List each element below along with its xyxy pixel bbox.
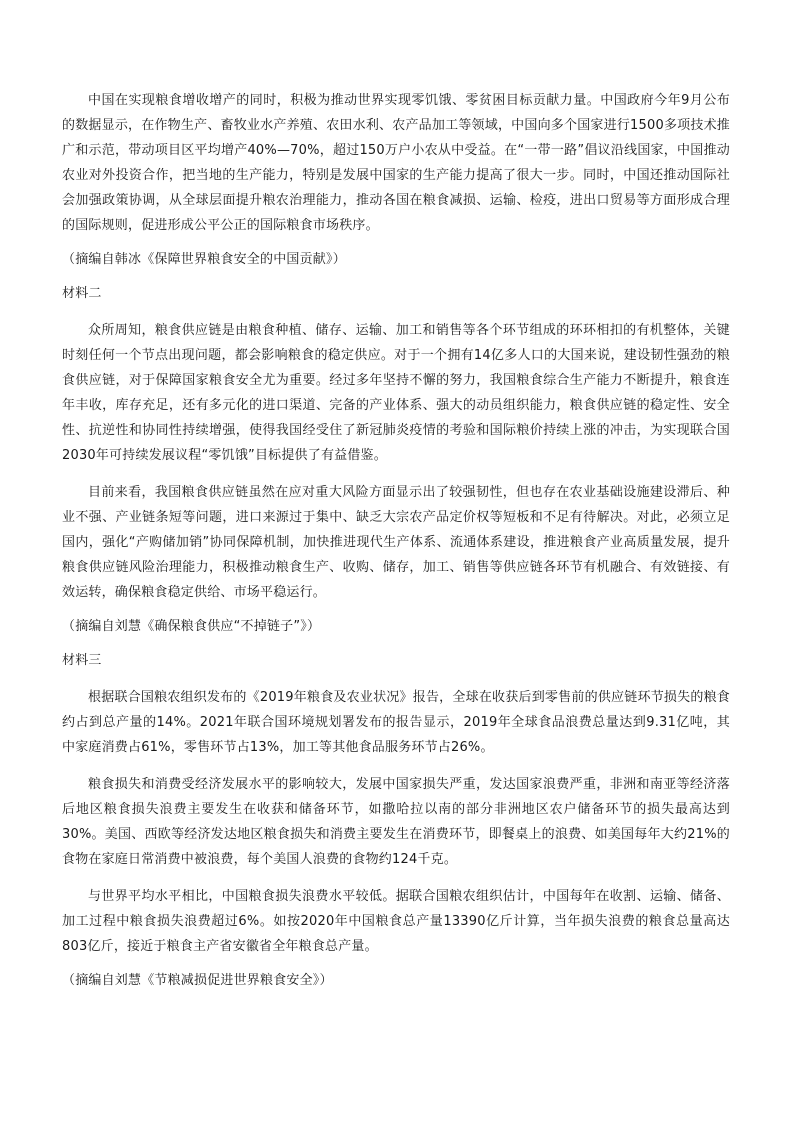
material3-paragraph-2: 粮食损失和消费受经济发展水平的影响较大，发展中国家损失严重，发达国家浪费严重，非洲和南亚等经济落后地区粮食损失浪费主要发生在收获和储备环节，如撒哈拉以南的部分非洲地区农户储备环节的损失最高达到30%。美国、西欧等经济发达地区粮食损失和消费主要发生在消费环节，即餐桌上的浪费、如美国每年大约21%的食物在家庭日常消费中被浪费，每个美国人浪费的食物约124千克。 xyxy=(62,777,730,867)
article-body xyxy=(62,88,730,991)
material3-paragraph-1: 根据联合国粮农组织发布的《2019年粮食及农业状况》报告，全球在收获后到零售前的供应链环节损失的粮食约占到总产量的14%。2021年联合国环境规划署发布的报告显示，2019年全球食品浪费总量达到9.31亿吨，其中家庭消费占61%，零售环节占13%，加工等其他食品服务环节占26%。 xyxy=(62,690,730,755)
material2-heading: 材料二 xyxy=(62,286,102,301)
material2-source: （摘编自刘慧《确保粮食供应“不掉链子”》） xyxy=(62,619,321,634)
material2-paragraph-2: 目前来看，我国粮食供应链虽然在应对重大风险方面显示出了较强韧性，但也存在农业基础设施建设滞后、种业不强、产业链条短等问题，进口来源过于集中、缺乏大宗农产品定价权等短板和不足有待解决。对此，必须立足国内，强化“产购储加销”协同保障机制，加快推进现代生产体系、流通体系建设，推进粮食产业高质量发展，提升粮食供应链风险治理能力，积极推动粮食生产、收购、储存，加工、销售等供应链各环节有机融合、有效链接、有效运转，确保粮食稳定供给、市场平稳运行。 xyxy=(62,485,730,600)
material2-paragraph-1: 众所周知，粮食供应链是由粮食种植、储存、运输、加工和销售等各个环节组成的环环相扣的有机整体，关键时刻任何一个节点出现问题，都会影响粮食的稳定供应。对于一个拥有14亿多人口的大国来说，建设韧性强劲的粮食供应链，对于保障国家粮食安全尤为重要。经过多年坚持不懈的努力，我国粮食综合生产能力不断提升，粮食连年丰收，库存充足，还有多元化的进口渠道、完备的产业体系、强大的动员组织能力，粮食供应链的稳定性、安全性、抗逆性和协同性持续增强，使得我国经受住了新冠肺炎疫情的考验和国际粮价持续上涨的冲击，为实现联合国2030年可持续发展议程“零饥饿”目标提供了有益借鉴。 xyxy=(62,323,730,463)
material3-heading: 材料三 xyxy=(62,653,102,668)
material1-source: （摘编自韩冰《保障世界粮食安全的中国贡献》） xyxy=(62,252,346,267)
material3-source: （摘编自刘慧《节粮减损促进世界粮食安全》） xyxy=(62,973,333,988)
material3-paragraph-3: 与世界平均水平相比，中国粮食损失浪费水平较低。据联合国粮农组织估计，中国每年在收割、运输、储备、加工过程中粮食损失浪费超过6%。如按2020年中国粮食总产量13390亿斤计算，当年损失浪费的粮食总量高达803亿斤，接近于粮食主产省安徽省全年粮食总产量。 xyxy=(62,889,730,954)
material1-paragraph-1: 中国在实现粮食增收增产的同时，积极为推动世界实现零饥饿、零贫困目标贡献力量。中国政府今年9月公布的数据显示，在作物生产、畜牧业水产养殖、农田水利、农产品加工等领域，中国向多个国家进行1500多项技术推广和示范，带动项目区平均增产40%—70%，超过150万户小农从中受益。在“一带一路”倡议沿线国家，中国推动农业对外投资合作，把当地的生产能力，特别是发展中国家的生产能力提高了很大一步。同时，中国还推动国际社会加强政策协调，从全球层面提升粮农治理能力，推动各国在粮食减损、运输、检疫，进出口贸易等方面形成合理的国际规则，促进形成公平公正的国际粮食市场秩序。 xyxy=(62,93,730,233)
